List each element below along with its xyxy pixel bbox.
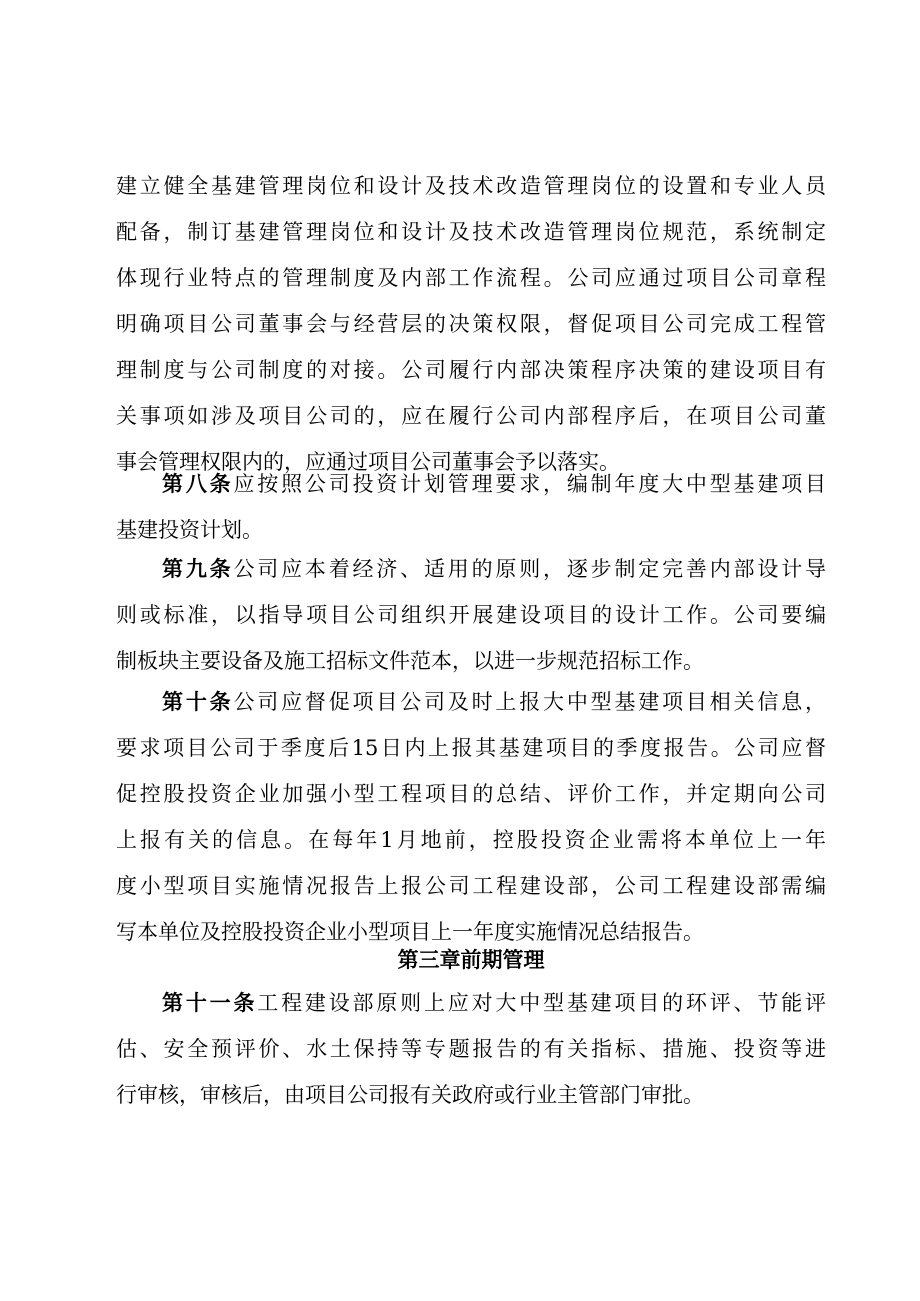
text-line: 估、安全预评价、水土保持等专题报告的有关指标、措施、投资等进 xyxy=(116,1037,826,1061)
article-9 xyxy=(116,546,826,684)
text-line: 基建投资计划。 xyxy=(116,518,263,542)
text-line: 度小型项目实施情况报告上报公司工程建设部，公司工程建设部需编 xyxy=(116,874,826,898)
text-line: 上报有关的信息。在每年1月地前，控股投资企业需将本单位上一年 xyxy=(116,828,826,852)
text-line: 制板块主要设备及施工招标文件范本，以进一步规范招标工作。 xyxy=(116,649,704,673)
article-label: 第九条 xyxy=(162,556,234,581)
text-line: 建立健全基建管理岗位和设计及技术改造管理岗位的设置和专业人员 xyxy=(116,174,826,198)
text-line xyxy=(116,679,826,725)
article-11 xyxy=(116,980,826,1118)
text-line: 写本单位及控股投资企业小型项目上一年度实施情况总结报告。 xyxy=(116,920,704,944)
text-line: 体现行业特点的管理制度及内部工作流程。公司应通过项目公司章程 xyxy=(116,266,826,290)
article-text: 公司应本着经济、适用的原则，逐步制定完善内部设计导 xyxy=(233,557,827,581)
text-line xyxy=(116,546,826,592)
text-line: 理制度与公司制度的对接。公司履行内部决策程序决策的建设项目有 xyxy=(116,358,826,382)
text-line xyxy=(116,461,826,507)
text-line: 事会管理权限内的，应通过项目公司董事会予以落实。 xyxy=(116,450,620,474)
paragraph-intro xyxy=(116,163,826,485)
text-line: 要求项目公司于季度后15日内上报其基建项目的季度报告。公司应督 xyxy=(116,736,826,760)
article-label: 第八条 xyxy=(162,471,234,496)
text-line: 促控股投资企业加强小型工程项目的总结、评价工作，并定期向公司 xyxy=(116,782,826,806)
article-label: 第十条 xyxy=(162,689,234,714)
article-text: 公司应督促项目公司及时上报大中型基建项目相关信息， xyxy=(233,690,827,714)
article-text: 工程建设部原则上应对大中型基建项目的环评、节能评 xyxy=(257,991,827,1015)
text-line: 配备，制订基建管理岗位和设计及技术改造管理岗位规范，系统制定 xyxy=(116,220,826,244)
text-line: 则或标准，以指导项目公司组织开展建设项目的设计工作。公司要编 xyxy=(116,603,826,627)
article-8 xyxy=(116,461,826,553)
chapter-title: 第三章前期管理 xyxy=(397,947,545,972)
text-line: 行审核，审核后，由项目公司报有关政府或行业主管部门审批。 xyxy=(116,1083,704,1107)
article-label: 第十一条 xyxy=(162,990,258,1015)
text-line xyxy=(116,980,826,1026)
text-line: 明确项目公司董事会与经营层的决策权限，督促项目公司完成工程管 xyxy=(116,312,826,336)
article-10 xyxy=(116,679,826,955)
article-text: 应按照公司投资计划管理要求，编制年度大中型基建项目 xyxy=(233,472,827,496)
text-line: 关事项如涉及项目公司的，应在履行公司内部程序后，在项目公司董 xyxy=(116,404,826,428)
